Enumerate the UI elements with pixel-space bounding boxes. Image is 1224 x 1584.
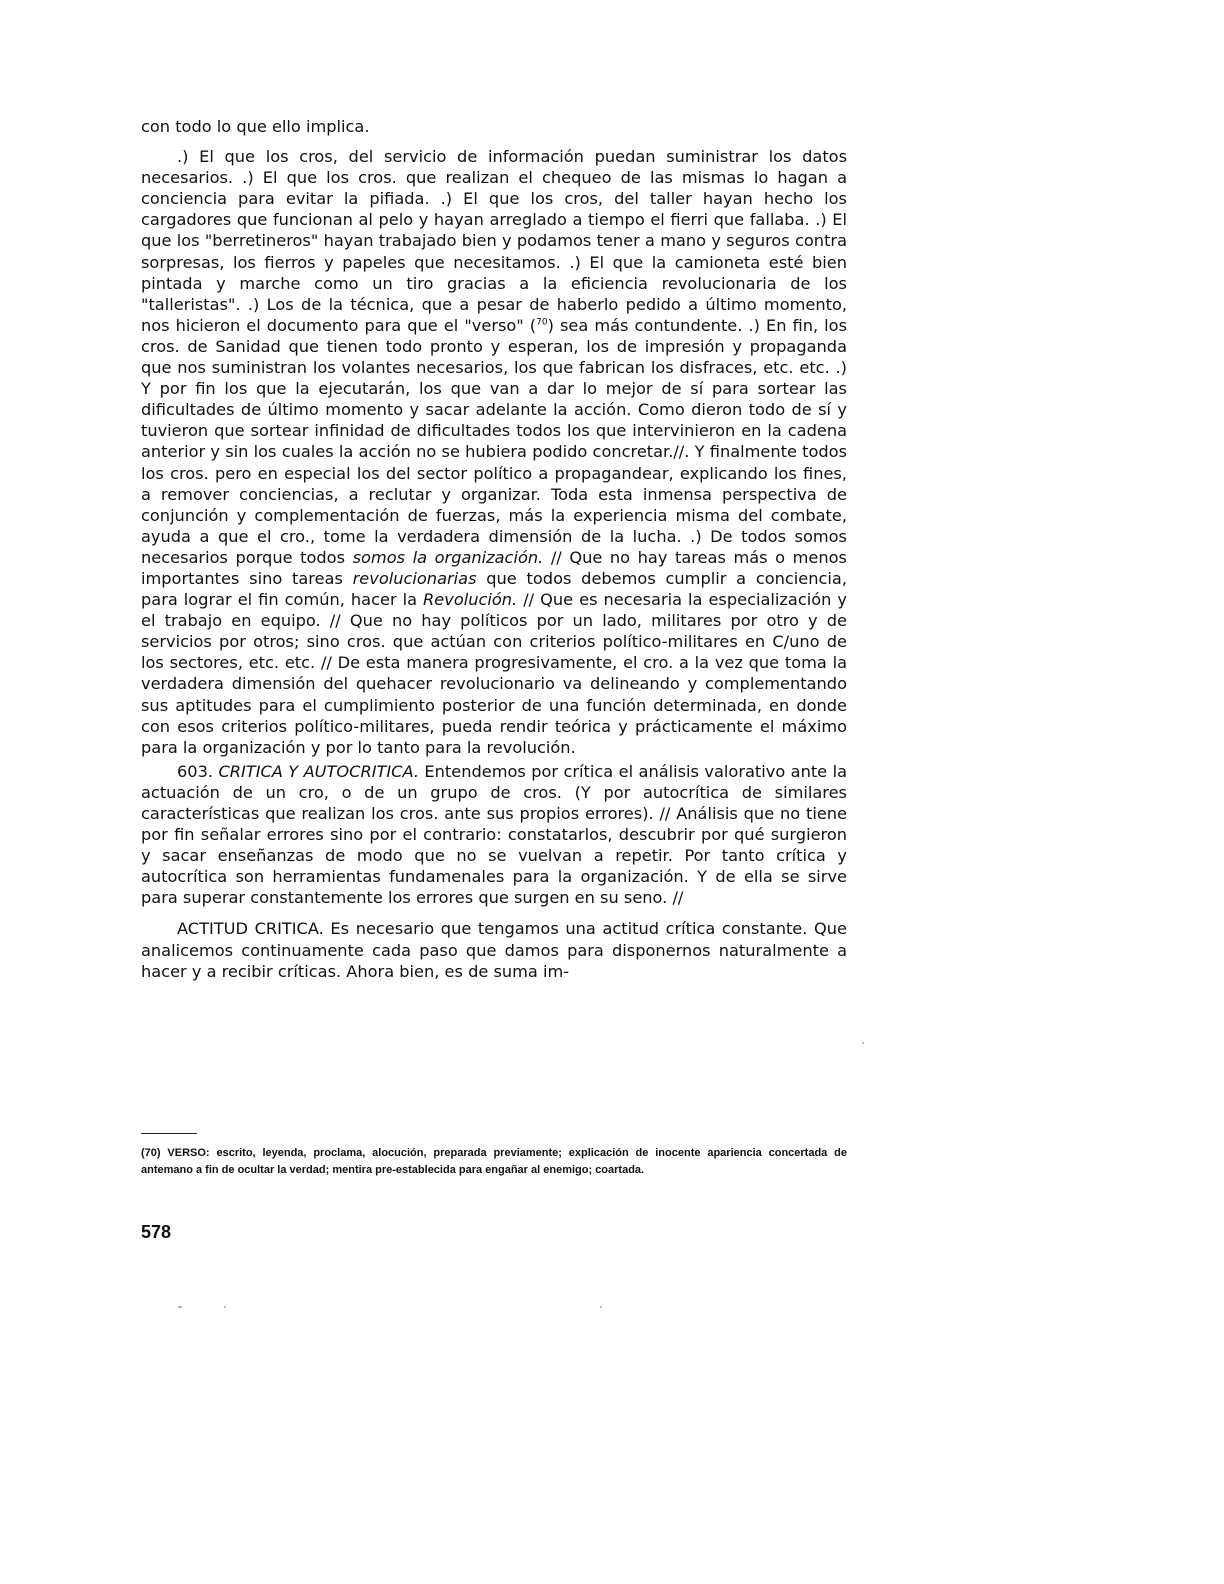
paragraph-list-of-cros: .) El que los cros, del servicio de información puedan suministrar los datos necesarios. .) El que los cros. que realizan el chequeo de las mismas lo hagan a conciencia para evitar la pifiada. .) El que los cros, del taller hayan hecho los cargadores que funcionan al pelo y hayan arreglado a tiempo el fierri que fallaba. .) El que los "berretineros" hayan trabajado bien y podamos tener a mano y seguros contra sorpresas, los fierros y papeles que necesitamos. .) El que la camioneta esté bien pintada y marche como un tiro gracias a la eficiencia revolucionaria de los "talleristas". .) Los de la técnica, que a pesar de haberlo pedido a último momento, nos hicieron el documento para que el "verso" ($^{70}$) sea más contundente. .) En fin, los cros. de Sanidad que tienen todo pronto y esperan, los de impresión y propaganda que nos suministran los volantes necesarios, los que fabrican los disfraces, etc. etc. .) Y por fin los que la ejecutarán, los que van a dar lo mejor de sí para sortear las dificultades de último momento y sacar adelante la acción. Como dieron todo de sí y tuvieron que sortear infinidad de dificultades todos los que intervinieron en la cadena anterior y sin los cuales la acción no se hubiera podido concretar.//. Y finalmente todos los cros. pero en especial los del sector político a propagandear, explicando los fines, a remover conciencias, a reclutar y organizar. Toda esta inmensa perspectiva de conjunción y complementación de fuerzas, más la experiencia misma del combate, ayuda a que el cro., tome la verdadera dimensión de la lucha. .) De todos somos necesarios porque todos somos la organización. // Que no hay tareas más o menos importantes sino tareas revolucionarias que todos debemos cumplir a conciencia, para lograr el fin común, hacer la Revolución. // Que es necesaria la especialización y el trabajo en equipo. // Que no hay políticos por un lado, militares por otro y de servicios por otros; sino cros. que actúan con criterios político-militares en C/uno de los sectores, etc. etc. // De esta manera progresivamente, el cro. a la vez que toma la verdadera dimensión del quehacer revolucionario va delineando y complementando sus aptitudes para el cumplimiento posterior de una función determinada, en donde con esos criterios político-militares, pueda rendir teórica y prácticamente el máximo para la organización y por lo tanto para la revolución.: [141, 147, 848, 757]
scan-speck: [224, 1306, 226, 1308]
footnote-term: VERSO:: [167, 1147, 210, 1159]
section-number: 603.: [177, 761, 214, 781]
footnote-marker: (70): [141, 1147, 161, 1159]
section-heading: CRITICA Y AUTOCRITICA.: [218, 761, 419, 781]
section-actitud-critica: ACTITUD CRITICA. Es necesario que tengamos una actitud crítica constante. Que analicemos continuamente cada paso que damos para disponernos naturalmente a hacer y a recibir críticas. Ahora bien, es de suma im-: [141, 919, 847, 981]
footnote-ref: 70: [536, 317, 548, 328]
section-heading: ACTITUD CRITICA.: [177, 919, 324, 939]
footnote-rule: [141, 1133, 197, 1134]
scan-speck: [600, 1306, 602, 1308]
page-number: 578: [141, 1222, 172, 1242]
scan-speck: [862, 1042, 864, 1044]
footnote: [141, 1145, 847, 1178]
opening-line: con todo lo que ello implica.: [141, 117, 370, 136]
footnote-text: escrito, leyenda, proclama, alocución, preparada previamente; explicación de inocente apariencia concertada de antemano a fin de ocultar la verdad; mentira pre-establecida para engañar al enemigo; coartada.: [141, 1147, 847, 1176]
body-text: [141, 116, 847, 982]
scan-speck: [178, 1306, 182, 1308]
section-critica-autocritica: 603. CRITICA Y AUTOCRITICA. Entendemos por crítica el análisis valorativo ante la actuación de un cro, o de un grupo de cros. (Y por autocrítica de similares características que realizan los cros. ante sus propios errores). // Análisis que no tiene por fin señalar errores sino por el contrario: constatarlos, descubrir por qué surgieron y sacar enseñanzas de modo que no se vuelvan a repetir. Por tanto crítica y autocrítica son herramientas fundamenales para la organización. Y de ella se sirve para superar constantemente los errores que surgen en su seno. //: [141, 761, 847, 908]
